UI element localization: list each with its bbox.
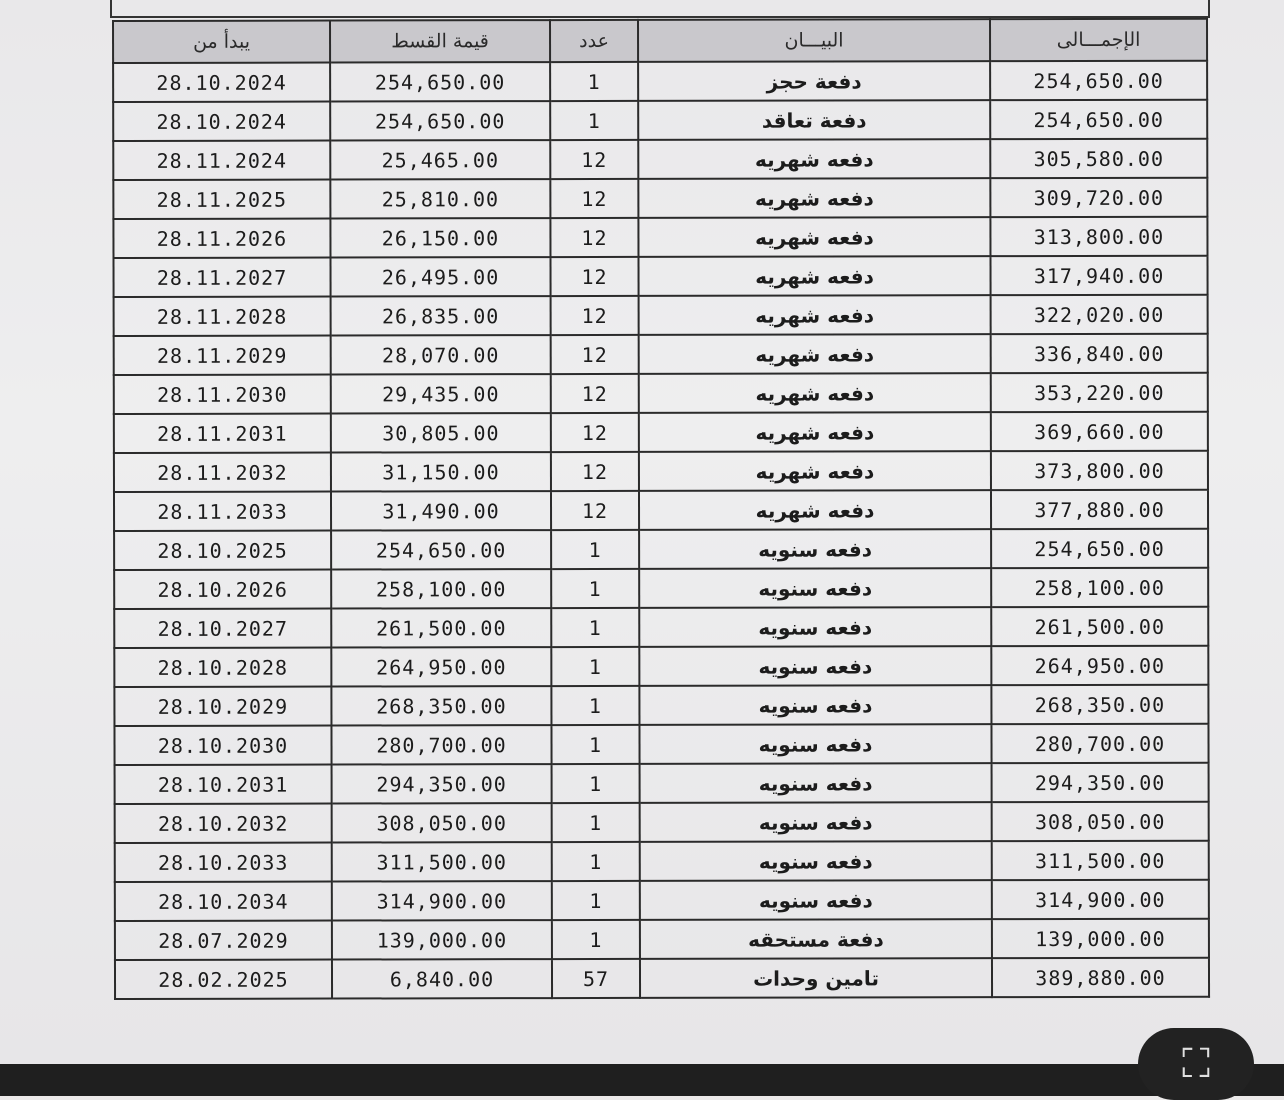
- row-count: 1: [551, 608, 639, 647]
- row-count: 1: [551, 647, 639, 686]
- header-installment-value: قيمة القسط: [330, 20, 550, 62]
- row-installment-value: 31,150.00: [331, 452, 551, 491]
- row-description: دفعة مستحقه: [640, 919, 992, 959]
- row-description: دفعه شهريه: [639, 451, 991, 491]
- viewer-bottom-bar: [0, 1064, 1284, 1096]
- row-installment-value: 139,000.00: [332, 920, 552, 959]
- row-installment-value: 31,490.00: [331, 491, 551, 530]
- row-description: دفعه شهريه: [638, 139, 990, 179]
- row-count: 1: [552, 764, 640, 803]
- row-installment-value: 25,465.00: [330, 140, 550, 179]
- row-start-date: 28.10.2027: [114, 609, 331, 648]
- row-installment-value: 30,805.00: [331, 413, 551, 452]
- row-installment-value: 29,435.00: [331, 374, 551, 413]
- row-start-date: 28.07.2029: [115, 921, 332, 960]
- row-count: 1: [551, 686, 639, 725]
- table-row: [115, 919, 1209, 960]
- row-count: 12: [551, 452, 639, 491]
- row-installment-value: 6,840.00: [332, 959, 552, 998]
- row-total: 317,940.00: [990, 256, 1207, 295]
- row-count: 1: [552, 842, 640, 881]
- row-total: 353,220.00: [991, 373, 1208, 412]
- row-start-date: 28.10.2026: [114, 570, 331, 609]
- row-start-date: 28.10.2030: [114, 726, 331, 765]
- row-start-date: 28.11.2030: [114, 375, 331, 414]
- row-total: 373,800.00: [991, 451, 1208, 490]
- table-row: [115, 802, 1209, 843]
- row-count: 12: [551, 296, 639, 335]
- row-start-date: 28.11.2027: [113, 258, 330, 297]
- table-row: [113, 217, 1207, 258]
- row-count: 12: [551, 491, 639, 530]
- row-total: 268,350.00: [991, 685, 1208, 724]
- row-installment-value: 254,650.00: [331, 530, 551, 569]
- row-description: دفعة حجز: [638, 61, 990, 101]
- row-count: 1: [552, 803, 640, 842]
- row-start-date: 28.11.2026: [113, 219, 330, 258]
- table-row: [114, 529, 1208, 570]
- row-total: 314,900.00: [992, 880, 1209, 919]
- row-installment-value: 280,700.00: [331, 725, 551, 764]
- row-start-date: 28.11.2028: [114, 297, 331, 336]
- row-total: 258,100.00: [991, 568, 1208, 607]
- row-total: 336,840.00: [991, 334, 1208, 373]
- row-total: 313,800.00: [990, 217, 1207, 256]
- row-description: دفعه شهريه: [639, 334, 991, 374]
- row-description: دفعه شهريه: [639, 295, 991, 335]
- row-start-date: 28.10.2032: [115, 804, 332, 843]
- row-total: 280,700.00: [991, 724, 1208, 763]
- row-start-date: 28.11.2033: [114, 492, 331, 531]
- row-count: 12: [551, 335, 639, 374]
- row-description: دفعه شهريه: [639, 490, 991, 530]
- row-start-date: 28.10.2025: [114, 531, 331, 570]
- header-total: الإجمـــالى: [990, 19, 1207, 61]
- row-installment-value: 314,900.00: [332, 881, 552, 920]
- row-installment-value: 258,100.00: [331, 569, 551, 608]
- table-row: [115, 880, 1209, 921]
- row-total: 294,350.00: [992, 763, 1209, 802]
- row-description: دفعه سنويه: [639, 724, 991, 764]
- row-installment-value: 26,495.00: [330, 257, 550, 296]
- row-count: 12: [551, 374, 639, 413]
- table-row: [114, 490, 1208, 531]
- row-installment-value: 254,650.00: [330, 101, 550, 140]
- row-start-date: 28.11.2032: [114, 453, 331, 492]
- row-count: 1: [551, 530, 639, 569]
- table-row: [115, 763, 1209, 804]
- table-row: [114, 451, 1208, 492]
- row-installment-value: 294,350.00: [332, 764, 552, 803]
- row-total: 389,880.00: [992, 958, 1209, 997]
- row-start-date: 28.10.2028: [114, 648, 331, 687]
- table-row: [113, 61, 1207, 102]
- row-description: دفعه سنويه: [640, 802, 992, 842]
- row-start-date: 28.11.2025: [113, 180, 330, 219]
- row-start-date: 28.10.2033: [115, 843, 332, 882]
- row-installment-value: 28,070.00: [331, 335, 551, 374]
- table-row: [113, 178, 1207, 219]
- row-total: 369,660.00: [991, 412, 1208, 451]
- table-header-row: [113, 19, 1207, 63]
- installments-table-wrapper: [112, 18, 1208, 1000]
- row-start-date: 28.10.2024: [113, 63, 330, 102]
- row-start-date: 28.11.2029: [114, 336, 331, 375]
- table-body: [113, 61, 1209, 999]
- row-total: 377,880.00: [991, 490, 1208, 529]
- row-count: 12: [550, 179, 638, 218]
- row-total: 311,500.00: [992, 841, 1209, 880]
- row-count: 12: [550, 140, 638, 179]
- row-installment-value: 268,350.00: [331, 686, 551, 725]
- table-row: [115, 841, 1209, 882]
- table-row: [115, 958, 1209, 999]
- table-row: [114, 646, 1208, 687]
- row-start-date: 28.10.2029: [114, 687, 331, 726]
- row-total: 254,650.00: [990, 100, 1207, 139]
- row-total: 309,720.00: [990, 178, 1207, 217]
- row-count: 12: [551, 413, 639, 452]
- row-start-date: 28.10.2034: [115, 882, 332, 921]
- row-description: دفعه شهريه: [639, 412, 991, 452]
- row-count: 1: [550, 62, 638, 101]
- installments-table: [112, 18, 1210, 1000]
- row-installment-value: 308,050.00: [332, 803, 552, 842]
- row-start-date: 28.11.2024: [113, 141, 330, 180]
- table-row: [113, 139, 1207, 180]
- table-row: [114, 412, 1208, 453]
- row-description: دفعه شهريه: [639, 373, 991, 413]
- row-count: 1: [551, 569, 639, 608]
- row-total: 254,650.00: [991, 529, 1208, 568]
- row-installment-value: 26,835.00: [331, 296, 551, 335]
- table-row: [114, 685, 1208, 726]
- row-count: 1: [550, 101, 638, 140]
- row-total: 308,050.00: [992, 802, 1209, 841]
- row-count: 12: [550, 257, 638, 296]
- row-description: دفعه سنويه: [640, 841, 992, 881]
- row-description: دفعه سنويه: [639, 607, 991, 647]
- header-start-date: يبدأ من: [113, 21, 330, 63]
- row-count: 57: [552, 959, 640, 998]
- row-installment-value: 254,650.00: [330, 62, 550, 101]
- table-row: [113, 256, 1207, 297]
- table-row: [114, 568, 1208, 609]
- row-description: دفعه سنويه: [640, 880, 992, 920]
- row-total: 139,000.00: [992, 919, 1209, 958]
- row-start-date: 28.10.2024: [113, 102, 330, 141]
- table-row: [113, 100, 1207, 141]
- row-count: 1: [552, 920, 640, 959]
- table-row: [114, 334, 1208, 375]
- row-total: 305,580.00: [990, 139, 1207, 178]
- row-total: 264,950.00: [991, 646, 1208, 685]
- row-start-date: 28.11.2031: [114, 414, 331, 453]
- row-description: دفعه شهريه: [638, 217, 990, 257]
- row-description: دفعه شهريه: [638, 178, 990, 218]
- row-installment-value: 264,950.00: [331, 647, 551, 686]
- row-count: 12: [550, 218, 638, 257]
- row-description: دفعه سنويه: [639, 685, 991, 725]
- row-total: 261,500.00: [991, 607, 1208, 646]
- row-count: 1: [552, 881, 640, 920]
- row-description: دفعه سنويه: [639, 646, 991, 686]
- row-start-date: 28.10.2031: [115, 765, 332, 804]
- row-count: 1: [551, 725, 639, 764]
- row-description: دفعه سنويه: [639, 529, 991, 569]
- table-row: [114, 724, 1208, 765]
- table-row: [114, 373, 1208, 414]
- table-row: [114, 607, 1208, 648]
- row-total: 254,650.00: [990, 61, 1207, 100]
- row-description: دفعه سنويه: [640, 763, 992, 803]
- header-count: عدد: [550, 20, 638, 62]
- row-description: تامين وحدات: [640, 958, 992, 998]
- row-installment-value: 311,500.00: [332, 842, 552, 881]
- row-installment-value: 261,500.00: [331, 608, 551, 647]
- row-installment-value: 25,810.00: [330, 179, 550, 218]
- row-description: دفعه شهريه: [638, 256, 990, 296]
- row-description: دفعه سنويه: [639, 568, 991, 608]
- expand-icon: ⛶: [1182, 1041, 1210, 1087]
- table-top-frame: [110, 0, 1210, 18]
- row-total: 322,020.00: [991, 295, 1208, 334]
- row-installment-value: 26,150.00: [330, 218, 550, 257]
- row-description: دفعة تعاقد: [638, 100, 990, 140]
- header-description: البيـــان: [638, 19, 990, 62]
- row-start-date: 28.02.2025: [115, 960, 332, 999]
- expand-button[interactable]: [1138, 1028, 1254, 1100]
- table-row: [114, 295, 1208, 336]
